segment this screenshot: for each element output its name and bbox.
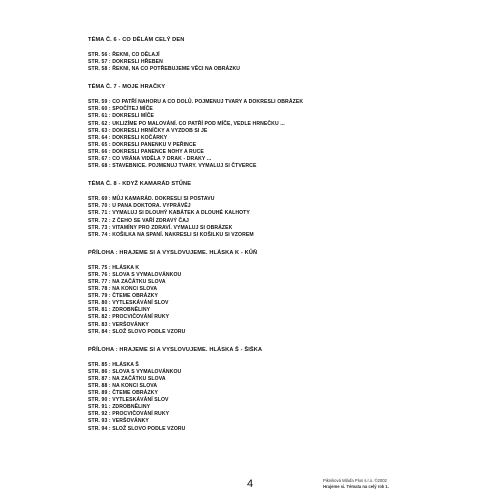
toc-section — [88, 346, 388, 433]
section-title: TÉMA Č. 8 - KDYŽ KAMARÁD STŮNE — [88, 181, 192, 188]
toc-section — [88, 83, 388, 170]
toc-entry: STR. 89 : ČTEME OBRÁZKY — [88, 390, 158, 397]
section-title: TÉMA Č. 7 - MOJE HRAČKY — [88, 84, 166, 91]
toc-entry: STR. 66 : DOKRESLI PANENCE NOHY A RUCE — [88, 148, 204, 155]
section-title: TÉMA Č. 6 - CO DĚLÁM CELÝ DEN — [88, 37, 185, 43]
toc-entry: STR. 75 : HLÁSKA K — [88, 264, 140, 271]
toc-entry: STR. 72 : Z ČEHO SE VAŘÍ ZDRAVÝ ČAJ — [88, 217, 189, 224]
toc-entry: STR. 81 : ZDROBNĚLINY — [88, 307, 151, 314]
table-of-contents — [88, 36, 388, 443]
page-number: 4 — [247, 478, 254, 490]
toc-entry: STR. 69 : MŮJ KAMARÁD. DOKRESLI SI POSTAVU — [88, 196, 215, 203]
toc-entry: STR. 57 : DOKRESLI HŘEBEN — [88, 59, 163, 66]
toc-entry: STR. 92 : PROCVIČOVÁNÍ RUKY — [88, 411, 170, 418]
toc-entry: STR. 84 : SLOŽ SLOVO PODLE VZORU — [88, 328, 186, 335]
toc-entry: STR. 82 : PROCVIČOVÁNÍ RUKY — [88, 314, 170, 321]
publisher-line: Pikniková Mláďa Plus s.r.o. ©2002 — [323, 478, 387, 483]
toc-entry: STR. 73 : VITAMÍNY PRO ZDRAVÍ. VYMALUJ SI OBRÁZEK — [88, 224, 233, 231]
toc-entry: STR. 93 : VERŠOVÁNKY — [88, 418, 149, 425]
toc-entry: STR. 64 : DOKRESLI KOČÁRKY — [88, 134, 168, 141]
toc-entry: STR. 91 : ZDROBNĚLINY — [88, 404, 151, 411]
toc-entry: STR. 58 : ŘEKNI, NA CO POTŘEBUJEME VĚCI NA OBRÁZKU — [88, 66, 241, 73]
toc-entry: STR. 65 : DOKRESLI PANENKU V PEŘINCE — [88, 141, 197, 148]
toc-section — [88, 36, 388, 73]
toc-entry: STR. 68 : STAVEBNICE. POJMENUJ TVARY. VYMALUJ SI ČTVERCE — [88, 163, 257, 170]
toc-entry: STR. 76 : SLOVA S VYMALOVÁNKOU — [88, 271, 182, 278]
toc-entry: STR. 85 : HLÁSKA Š — [88, 361, 139, 368]
toc-entry: STR. 74 : KOŠILKA NA SPANÍ. NAKRESLI SI KOŠILKU SI VZOREM — [88, 231, 254, 238]
toc-entry: STR. 63 : DOKRESLI HRNÍČKY A VYZDOB SI JE — [88, 127, 208, 134]
toc-entry: STR. 88 : NA KONCI SLOVA — [88, 383, 158, 389]
toc-entry: STR. 77 : NA ZAČÁTKU SLOVA — [88, 278, 166, 285]
toc-entry: STR. 67 : CO VRÁNA VIDĚLA ? DRAK - DRAKY ... — [88, 156, 212, 163]
toc-entry: STR. 94 : SLOŽ SLOVO PODLE VZORU — [88, 425, 186, 432]
toc-entry: STR. 79 : ČTEME OBRÁZKY — [88, 293, 158, 300]
toc-entry: STR. 80 : VYTLESKÁVÁNÍ SLOV — [88, 300, 169, 307]
section-title: PŘÍLOHA : HRAJEME SI A VYSLOVUJEME. HLÁSKA K - KŮŇ — [88, 249, 258, 256]
section-title: PŘÍLOHA : HRAJEME SI A VYSLOVUJEME. HLÁSKA Š - ŠIŠKA — [88, 346, 263, 353]
toc-entry: STR. 59 : CO PATŘÍ NAHORU A CO DOLŮ. POJMENUJ TVARY A DOKRESLI OBRÁZEK — [88, 99, 304, 106]
toc-entry: STR. 87 : NA ZAČÁTKU SLOVA — [88, 375, 166, 382]
toc-entry: STR. 61 : DOKRESLI MÍČE — [88, 113, 154, 120]
toc-section — [88, 180, 388, 239]
toc-section — [88, 249, 388, 336]
toc-entry: STR. 70 : U PANA DOKTORA. VYPRÁVĚJ — [88, 203, 191, 210]
book-subtitle-line: Hrajeme si. Témata na celý rok 1. — [323, 484, 389, 489]
footer-credits — [323, 478, 389, 490]
toc-entry: STR. 62 : UKLIZÍME PO MALOVÁNÍ. CO PATŘÍ POD MÍČE, VEDLE HRNEČKU ... — [88, 120, 285, 127]
toc-entry: STR. 56 : ŘEKNI, CO DĚLAJÍ — [88, 52, 160, 58]
toc-entry: STR. 78 : NA KONCI SLOVA — [88, 286, 158, 293]
toc-entry: STR. 90 : VYTLESKÁVÁNÍ SLOV — [88, 397, 169, 404]
toc-entry: STR. 86 : SLOVA S VYMALOVÁNKOU — [88, 368, 182, 375]
toc-entry: STR. 60 : SPOČÍTEJ MÍČE — [88, 106, 153, 113]
toc-entry: STR. 71 : VYMALUJ SI DLOUHÝ KABÁTEK A DLOUHÉ KALHOTY — [88, 210, 250, 217]
toc-entry: STR. 83 : VERŠOVÁNKY — [88, 321, 149, 328]
